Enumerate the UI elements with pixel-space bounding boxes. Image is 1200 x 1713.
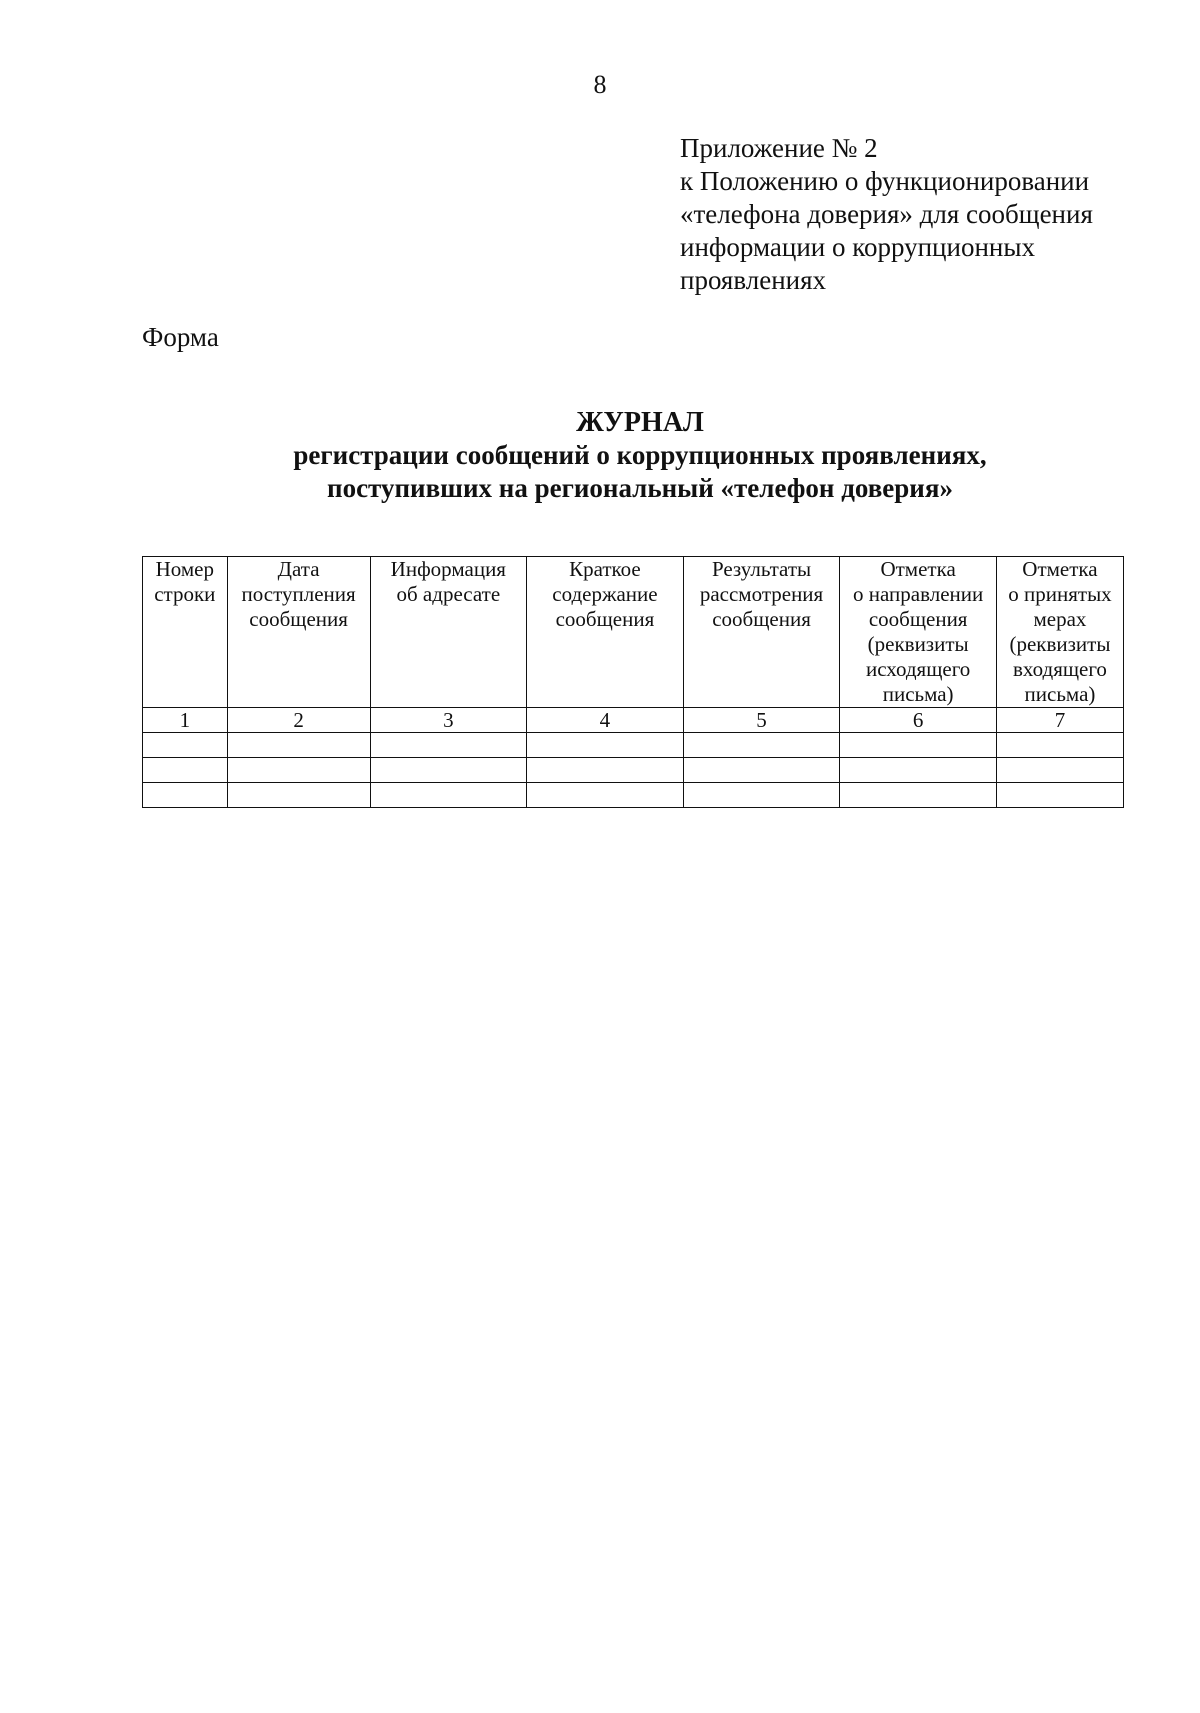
table-cell [683, 758, 840, 783]
column-header [996, 557, 1123, 708]
table-cell [227, 758, 370, 783]
column-header-line: поступления [241, 582, 356, 606]
column-header-line: сообщения [712, 607, 811, 631]
column-header-line: входящего [1013, 657, 1107, 681]
column-header-line: письма) [1024, 682, 1096, 706]
table-cell [143, 783, 228, 808]
column-number: 7 [996, 708, 1123, 733]
column-header-line: Результаты [711, 557, 812, 581]
table-cell [370, 783, 527, 808]
column-header-line: Дата [277, 557, 320, 581]
column-header [227, 557, 370, 708]
column-header-line: содержание [552, 582, 658, 606]
table-cell [227, 783, 370, 808]
column-header-line: (реквизиты [867, 632, 969, 656]
table-header-row [143, 557, 1124, 708]
table-cell [527, 733, 684, 758]
table-cell [227, 733, 370, 758]
appendix-line: информации о коррупционных [680, 232, 1035, 262]
table-cell [840, 783, 997, 808]
column-header-line: сообщения [249, 607, 348, 631]
table-cell [527, 783, 684, 808]
column-header [143, 557, 228, 708]
table-cell [143, 733, 228, 758]
journal-title-block [0, 406, 1200, 505]
table-cell [996, 783, 1123, 808]
journal-title: ЖУРНАЛ [576, 407, 704, 438]
column-number: 2 [227, 708, 370, 733]
column-header-line: рассмотрения [699, 582, 824, 606]
column-header-line: Отметка [1022, 557, 1098, 581]
column-header-line: сообщения [868, 607, 968, 631]
table-cell [143, 758, 228, 783]
table-cell [996, 733, 1123, 758]
table-cell [527, 758, 684, 783]
table-cell [683, 733, 840, 758]
journal-subtitle-line: поступивших на региональный «телефон доверия» [327, 473, 953, 503]
column-number: 4 [527, 708, 684, 733]
column-number: 3 [370, 708, 527, 733]
form-label: Форма [142, 322, 219, 352]
table-cell [370, 733, 527, 758]
appendix-line: к Положению о функционировании [680, 166, 1090, 196]
appendix-line: Приложение № 2 [680, 133, 878, 163]
column-header-line: Информация [390, 557, 506, 581]
column-header-line: Отметка [880, 557, 956, 581]
column-header-line: исходящего [865, 657, 971, 681]
column-header-line: об адресате [396, 582, 501, 606]
column-header [683, 557, 840, 708]
appendix-line: проявлениях [680, 265, 827, 295]
column-number: 1 [143, 708, 228, 733]
table-cell [840, 758, 997, 783]
column-header [527, 557, 684, 708]
table-row [143, 758, 1124, 783]
appendix-note [680, 132, 1150, 297]
column-header-line: сообщения [555, 607, 655, 631]
column-number-row [143, 708, 1124, 733]
table-cell [370, 758, 527, 783]
column-header-line: (реквизиты [1009, 632, 1111, 656]
table-row [143, 783, 1124, 808]
table-cell [840, 733, 997, 758]
table-cell [683, 783, 840, 808]
column-header-line: письма) [882, 682, 954, 706]
column-number: 6 [840, 708, 997, 733]
column-header-line: о принятых [1008, 582, 1112, 606]
column-header-line: о направлении [853, 582, 984, 606]
table-row [143, 733, 1124, 758]
column-header [370, 557, 527, 708]
column-header-line: Номер [155, 557, 215, 581]
column-header-line: мерах [1033, 607, 1087, 631]
column-header [840, 557, 997, 708]
table-cell [996, 758, 1123, 783]
column-header-line: Краткое [569, 557, 641, 581]
journal-table [142, 556, 1124, 808]
journal-subtitle-line: регистрации сообщений о коррупционных проявлениях, [293, 440, 987, 470]
appendix-line: «телефона доверия» для сообщения [680, 199, 1093, 229]
page-number: 8 [593, 70, 607, 99]
column-header-line: строки [154, 582, 216, 606]
column-number: 5 [683, 708, 840, 733]
